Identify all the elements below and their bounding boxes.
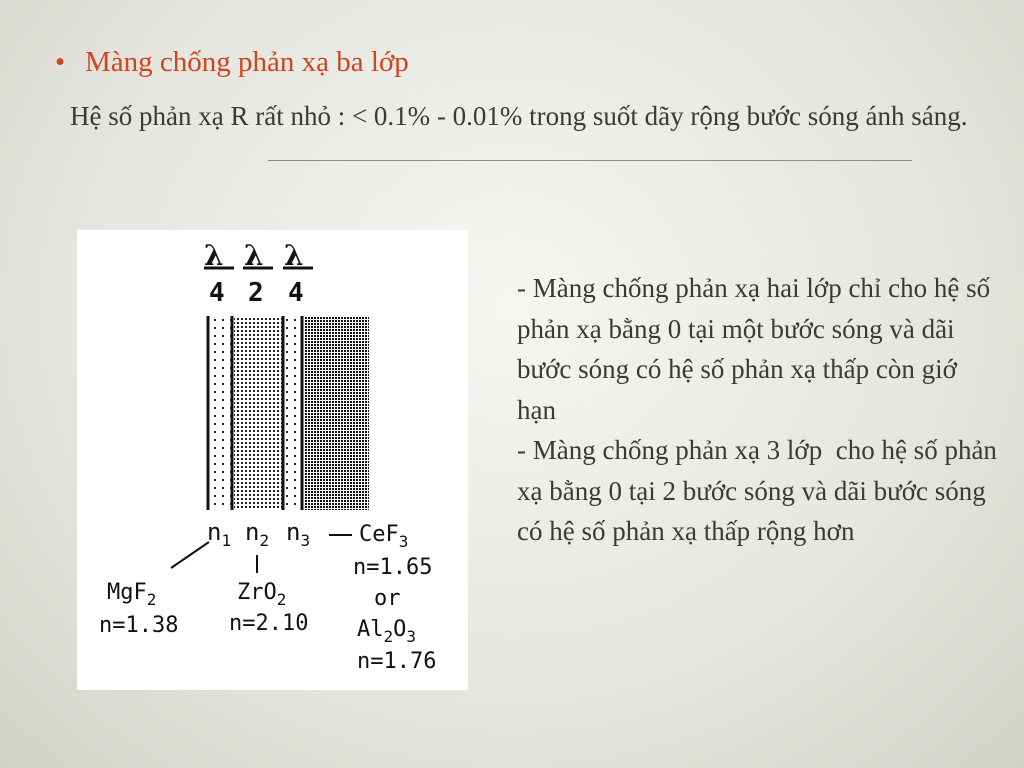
zro2-label: ZrO$_2$ <box>237 580 287 609</box>
reflection-paragraph: Hệ số phản xạ R rất nhỏ : < 0.1% - 0.01% trong suốt dãy rộng bước sóng ánh sáng. <box>70 101 968 131</box>
mgf2-label: MgF$_2$ <box>107 580 157 609</box>
bullet-heading <box>55 46 409 79</box>
cef3-index: n=1.65 <box>353 555 433 580</box>
cef3-label: CeF$_3$ <box>359 522 409 551</box>
al2o3-label: $Al_2O_3$ <box>357 617 417 646</box>
mgf2-index: n=1.38 <box>99 613 179 638</box>
lambda-2: λ <box>244 239 264 272</box>
lambda-3: λ <box>284 239 304 272</box>
side-notes <box>517 268 1004 552</box>
leader-mgf2 <box>171 542 209 568</box>
side-note-two-layer: - Màng chống phản xạ hai lớp chỉ cho hệ số phản xạ bằng 0 tại một bước sóng và dãi bước sóng có hệ số phản xạ thấp còn giớ hạn <box>517 273 997 425</box>
layer-n1 <box>210 316 232 510</box>
lambda-1: λ <box>204 239 224 272</box>
or-label: or <box>374 586 401 611</box>
fraction-denominator-2: 2 <box>248 278 264 308</box>
layer-n2 <box>234 316 282 510</box>
label-n3: $n_3$ <box>286 518 311 550</box>
layer-n3 <box>285 316 301 510</box>
fraction-denominator-3: 4 <box>288 278 304 308</box>
substrate <box>305 316 369 510</box>
bullet-title: Màng chống phản xạ ba lớp <box>85 46 409 78</box>
label-n1: $n_1$ <box>207 518 232 550</box>
divider-line <box>268 160 912 161</box>
fraction-denominator-1: 4 <box>209 278 225 308</box>
side-note-three-layer: - Màng chống phản xạ 3 lớp cho hệ số phản xạ bằng 0 tại 2 bước sóng và dãi bước sóng có hệ số phản xạ thấp rộng hơn <box>517 435 1004 546</box>
three-layer-coating-figure <box>77 230 468 690</box>
al2o3-index: n=1.76 <box>357 649 437 674</box>
bullet-marker: • <box>55 46 66 78</box>
label-n2: $n_2$ <box>245 518 270 550</box>
zro2-index: n=2.10 <box>229 611 309 636</box>
